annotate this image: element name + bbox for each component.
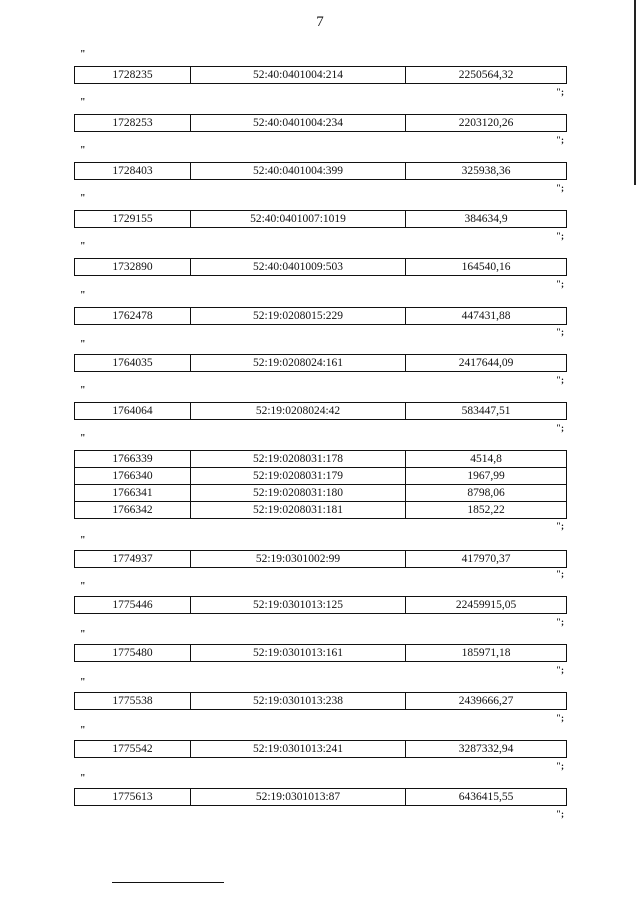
closing-quote-semicolon: "; xyxy=(556,327,564,337)
record-id-cell: 1774937 xyxy=(75,551,191,568)
table-row xyxy=(75,645,567,662)
record-id-cell: 1764035 xyxy=(75,355,191,372)
cadastral-value-cell: 2439666,27 xyxy=(406,693,567,710)
cadastral-value-cell: 2417644,09 xyxy=(406,355,567,372)
cadastral-number-cell: 52:19:0208031:179 xyxy=(191,468,406,485)
cadastral-number-cell: 52:19:0301013:161 xyxy=(191,645,406,662)
closing-quote-semicolon: "; xyxy=(556,183,564,193)
cadastral-value-cell: 164540,16 xyxy=(406,259,567,276)
cadastral-value-cell: 185971,18 xyxy=(406,645,567,662)
cadastral-number-cell: 52:40:0401004:214 xyxy=(191,67,406,84)
record-id-cell: 1775480 xyxy=(75,645,191,662)
parcel-table xyxy=(74,258,567,276)
table-row xyxy=(75,115,567,132)
margin-rule xyxy=(634,0,636,185)
closing-quote-semicolon: "; xyxy=(556,231,564,241)
opening-quote: " xyxy=(80,773,86,784)
table-row xyxy=(75,211,567,228)
cadastral-value-cell: 384634,9 xyxy=(406,211,567,228)
cadastral-number-cell: 52:40:0401009:503 xyxy=(191,259,406,276)
cadastral-number-cell: 52:19:0208024:161 xyxy=(191,355,406,372)
closing-quote-semicolon: "; xyxy=(556,761,564,771)
cadastral-number-cell: 52:19:0301013:238 xyxy=(191,693,406,710)
opening-quote: " xyxy=(80,535,86,546)
record-id-cell: 1728235 xyxy=(75,67,191,84)
record-id-cell: 1766342 xyxy=(75,502,191,519)
cadastral-value-cell: 3287332,94 xyxy=(406,741,567,758)
cadastral-value-cell: 583447,51 xyxy=(406,403,567,420)
cadastral-value-cell: 2203120,26 xyxy=(406,115,567,132)
record-id-cell: 1775542 xyxy=(75,741,191,758)
closing-quote-semicolon: "; xyxy=(556,87,564,97)
table-row xyxy=(75,308,567,325)
table-row xyxy=(75,403,567,420)
cadastral-number-cell: 52:40:0401004:234 xyxy=(191,115,406,132)
record-id-cell: 1762478 xyxy=(75,308,191,325)
parcel-table xyxy=(74,162,567,180)
parcel-table xyxy=(74,550,567,568)
cadastral-number-cell: 52:19:0301013:241 xyxy=(191,741,406,758)
closing-quote-semicolon: "; xyxy=(556,521,564,531)
footnote-separator xyxy=(112,882,224,883)
cadastral-number-cell: 52:19:0208015:229 xyxy=(191,308,406,325)
closing-quote-semicolon: "; xyxy=(556,665,564,675)
opening-quote: " xyxy=(80,581,86,592)
table-row xyxy=(75,67,567,84)
record-id-cell: 1775613 xyxy=(75,789,191,806)
table-row xyxy=(75,551,567,568)
parcel-table xyxy=(74,66,567,84)
table-row xyxy=(75,597,567,614)
table-row xyxy=(75,485,567,502)
cadastral-value-cell: 447431,88 xyxy=(406,308,567,325)
closing-quote-semicolon: "; xyxy=(556,135,564,145)
opening-quote: " xyxy=(80,339,86,350)
record-id-cell: 1728253 xyxy=(75,115,191,132)
parcel-table xyxy=(74,692,567,710)
cadastral-value-cell: 22459915,05 xyxy=(406,597,567,614)
table-row xyxy=(75,451,567,468)
parcel-table xyxy=(74,307,567,325)
cadastral-value-cell: 1852,22 xyxy=(406,502,567,519)
record-id-cell: 1732890 xyxy=(75,259,191,276)
cadastral-number-cell: 52:19:0208031:178 xyxy=(191,451,406,468)
closing-quote-semicolon: "; xyxy=(556,713,564,723)
parcel-table xyxy=(74,596,567,614)
cadastral-value-cell: 417970,37 xyxy=(406,551,567,568)
cadastral-value-cell: 1967,99 xyxy=(406,468,567,485)
opening-quote: " xyxy=(80,385,86,396)
cadastral-number-cell: 52:40:0401004:399 xyxy=(191,163,406,180)
table-row xyxy=(75,259,567,276)
opening-quote: " xyxy=(80,241,86,252)
parcel-table xyxy=(74,402,567,420)
opening-quote: " xyxy=(80,145,86,156)
opening-quote: " xyxy=(80,725,86,736)
table-row xyxy=(75,789,567,806)
opening-quote: " xyxy=(80,433,86,444)
record-id-cell: 1766340 xyxy=(75,468,191,485)
opening-quote: " xyxy=(80,49,86,60)
record-id-cell: 1729155 xyxy=(75,211,191,228)
table-row xyxy=(75,355,567,372)
closing-quote-semicolon: "; xyxy=(556,423,564,433)
cadastral-value-cell: 4514,8 xyxy=(406,451,567,468)
cadastral-number-cell: 52:19:0208031:180 xyxy=(191,485,406,502)
record-id-cell: 1764064 xyxy=(75,403,191,420)
parcel-table xyxy=(74,114,567,132)
table-row xyxy=(75,163,567,180)
table-row xyxy=(75,741,567,758)
closing-quote-semicolon: "; xyxy=(556,569,564,579)
record-id-cell: 1728403 xyxy=(75,163,191,180)
cadastral-number-cell: 52:19:0301013:125 xyxy=(191,597,406,614)
parcel-table xyxy=(74,788,567,806)
page-number: 7 xyxy=(316,14,324,30)
opening-quote: " xyxy=(80,677,86,688)
closing-quote-semicolon: "; xyxy=(556,279,564,289)
parcel-table xyxy=(74,354,567,372)
table-row xyxy=(75,693,567,710)
cadastral-value-cell: 325938,36 xyxy=(406,163,567,180)
record-id-cell: 1775446 xyxy=(75,597,191,614)
closing-quote-semicolon: "; xyxy=(556,375,564,385)
record-id-cell: 1766339 xyxy=(75,451,191,468)
table-row xyxy=(75,502,567,519)
cadastral-value-cell: 2250564,32 xyxy=(406,67,567,84)
closing-quote-semicolon: "; xyxy=(556,809,564,819)
record-id-cell: 1766341 xyxy=(75,485,191,502)
cadastral-value-cell: 6436415,55 xyxy=(406,789,567,806)
opening-quote: " xyxy=(80,193,86,204)
cadastral-number-cell: 52:19:0208024:42 xyxy=(191,403,406,420)
parcel-table xyxy=(74,450,567,519)
cadastral-number-cell: 52:40:0401007:1019 xyxy=(191,211,406,228)
cadastral-value-cell: 8798,06 xyxy=(406,485,567,502)
record-id-cell: 1775538 xyxy=(75,693,191,710)
parcel-table xyxy=(74,644,567,662)
cadastral-number-cell: 52:19:0208031:181 xyxy=(191,502,406,519)
parcel-table xyxy=(74,740,567,758)
cadastral-number-cell: 52:19:0301002:99 xyxy=(191,551,406,568)
table-row xyxy=(75,468,567,485)
cadastral-number-cell: 52:19:0301013:87 xyxy=(191,789,406,806)
opening-quote: " xyxy=(80,290,86,301)
opening-quote: " xyxy=(80,629,86,640)
parcel-table xyxy=(74,210,567,228)
opening-quote: " xyxy=(80,97,86,108)
closing-quote-semicolon: "; xyxy=(556,617,564,627)
